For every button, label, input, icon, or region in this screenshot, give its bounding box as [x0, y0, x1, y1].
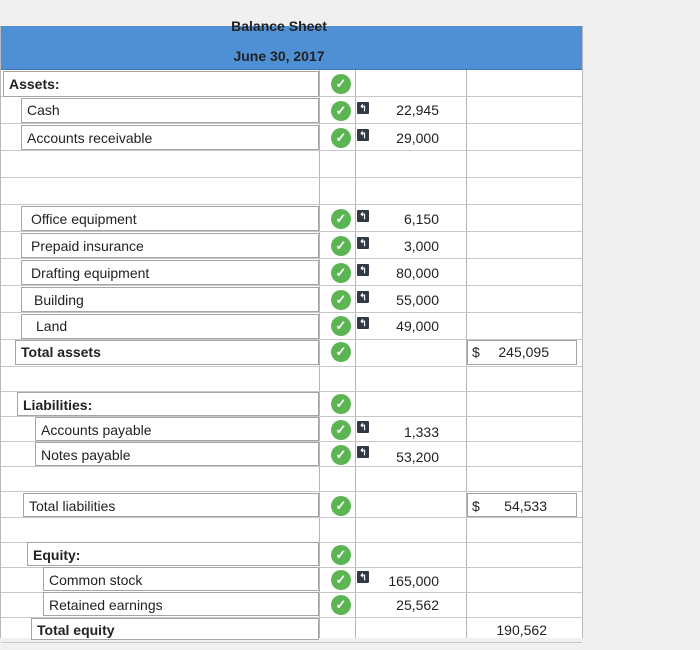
asset-label: Drafting equipment: [31, 265, 150, 281]
liability-value[interactable]: 1,333: [403, 424, 439, 440]
total-assets-label: Total assets: [21, 344, 101, 360]
equity-value[interactable]: 165,000: [388, 573, 439, 589]
liability-label: Notes payable: [41, 447, 131, 463]
check-circle-icon: ✓: [331, 570, 351, 590]
asset-label: Prepaid insurance: [31, 238, 144, 254]
check-circle-icon: ✓: [331, 316, 351, 336]
asset-value[interactable]: 29,000: [396, 130, 439, 146]
arrow-flag-icon: ↰: [357, 291, 369, 303]
total-equity-label: Total equity: [37, 622, 115, 638]
arrow-flag-icon: ↰: [357, 317, 369, 329]
check-circle-icon: ✓: [331, 128, 351, 148]
asset-value[interactable]: 49,000: [396, 318, 439, 334]
arrow-flag-icon: ↰: [357, 571, 369, 583]
check-circle-icon: ✓: [331, 394, 351, 414]
currency-sign: $: [472, 498, 480, 514]
asset-label: Land: [36, 318, 68, 334]
asset-value[interactable]: 80,000: [396, 265, 439, 281]
asset-value[interactable]: 55,000: [396, 292, 439, 308]
check-circle-icon: ✓: [331, 209, 351, 229]
sheet-header: [1, 18, 582, 70]
arrow-flag-icon: ↰: [357, 446, 369, 458]
check-circle-icon: ✓: [331, 445, 351, 465]
sheet-title: Balance Sheet: [231, 18, 327, 34]
equity-label: Common stock: [49, 572, 143, 588]
asset-value[interactable]: 6,150: [403, 211, 439, 227]
arrow-flag-icon: ↰: [357, 237, 369, 249]
liability-label: Accounts payable: [41, 422, 152, 438]
total-equity-value[interactable]: 190,562: [496, 622, 547, 638]
equity-heading: Equity:: [33, 547, 81, 563]
check-circle-icon: ✓: [331, 420, 351, 440]
liability-value[interactable]: 53,200: [396, 449, 439, 465]
asset-value[interactable]: 22,945: [396, 102, 439, 118]
asset-value[interactable]: 3,000: [403, 238, 439, 254]
check-circle-icon: ✓: [331, 290, 351, 310]
table-row: [1, 151, 582, 178]
label-cell[interactable]: [21, 98, 319, 123]
balance-sheet: [0, 18, 583, 638]
arrow-flag-icon: ↰: [357, 129, 369, 141]
currency-sign: $: [472, 344, 480, 360]
table-row: [1, 465, 582, 492]
total-assets-value[interactable]: 245,095: [498, 344, 549, 360]
asset-label: Accounts receivable: [27, 130, 153, 146]
assets-heading: Assets:: [9, 76, 60, 92]
check-circle-icon: ✓: [331, 74, 351, 94]
check-circle-icon: ✓: [331, 342, 351, 362]
total-liabilities-value[interactable]: 54,533: [504, 498, 547, 514]
table-row: [1, 516, 582, 543]
check-circle-icon: ✓: [331, 236, 351, 256]
arrow-flag-icon: ↰: [357, 421, 369, 433]
check-circle-icon: ✓: [331, 496, 351, 516]
equity-value[interactable]: 25,562: [396, 597, 439, 613]
total-liabilities-label: Total liabilities: [29, 498, 116, 514]
liabilities-heading: Liabilities:: [23, 397, 93, 413]
arrow-flag-icon: ↰: [357, 210, 369, 222]
table-row: [1, 178, 582, 205]
asset-label: Cash: [27, 102, 60, 118]
check-circle-icon: ✓: [331, 263, 351, 283]
asset-label: Building: [34, 292, 84, 308]
arrow-flag-icon: ↰: [357, 264, 369, 276]
table-row: [1, 365, 582, 392]
check-circle-icon: ✓: [331, 101, 351, 121]
sheet-date: June 30, 2017: [233, 48, 325, 64]
equity-label: Retained earnings: [49, 597, 163, 613]
arrow-flag-icon: ↰: [357, 102, 369, 114]
asset-label: Office equipment: [31, 211, 137, 227]
check-circle-icon: ✓: [331, 595, 351, 615]
check-circle-icon: ✓: [331, 545, 351, 565]
